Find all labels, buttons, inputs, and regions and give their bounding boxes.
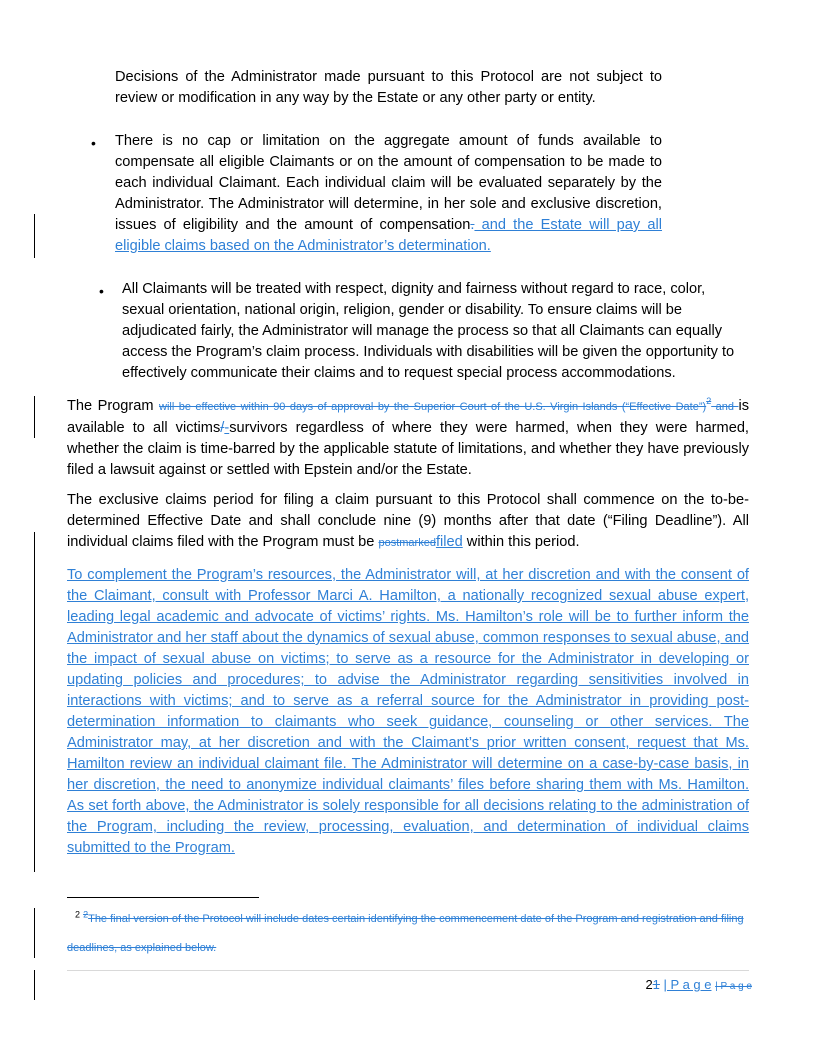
bullet-item-1 — [115, 131, 662, 257]
claims-deleted: postmarked — [378, 537, 436, 549]
page-label-deleted: | P a g e — [715, 981, 752, 992]
hamilton-text: To complement the Program’s resources, the Administrator will, at her discretion and with the consent of the Claimant, consult with Professor Marci A. Hamilton, a nationally recognized sexual abuse expert, leading legal academic and advocate of victims’ rights. Ms. Hamilton’s role will be to further inform the Administrator and her staff about the dynamics of sexual abuse, common responses to sexual abuse, and the impact of sexual abuse on victims; to serve as a resource for the Administrator in developing or updating policies and procedures; to advise the Administrator regarding sensitivities involved in interactions with victims; and to serve as a referral source for the Administrator in providing post-determination information to claimants who seek guidance, counseling or other services. The Administrator may, at her discretion and with the Claimant’s prior written consent, request that Ms. Hamilton review an individual claimant file. The Administrator will determine on a case-by-case basis, in her discretion, the need to anonymize individual claimants’ files before sharing them with Ms. Hamilton. As set forth above, the Administrator is solely responsible for all decisions relating to the administration of the Program, including the review, processing, evaluation, and determination of individual claims submitted to the Program. — [67, 567, 749, 856]
bullet1-text: There is no cap or limitation on the aggregate amount of funds available to compensate all eligible Claimants or on the amount of compensation to be made to each individual Claimant. Each individual claim will be evaluated separately by the Administrator. The Administrator will determine, in her sole and exclusive discretion, issues of eligibility and the amount of compensation — [115, 133, 662, 233]
decisions-text: Decisions of the Administrator made pursuant to this Protocol are not subject to review or modification in any way by the Estate or any other party or entity. — [115, 69, 662, 106]
footnote-number: 2 — [75, 909, 81, 920]
bullet-dot-1: • — [91, 135, 96, 151]
program-mid: is available to all victims — [67, 398, 749, 436]
change-bar-3 — [34, 532, 35, 872]
program-deleted-1: will be effective within 90 days of approval by the Superior Court of the U.S. Virgin Islands (“Effective Date”) — [159, 401, 707, 413]
claims-inserted: filed — [435, 534, 463, 550]
bullet-item-2 — [122, 279, 750, 384]
footnote-deleted-text: The final version of the Protocol will include dates certain identifying the commencement date of the Program and registration and filing deadlines, as explained below. — [67, 913, 744, 954]
program-deleted-3: / — [220, 420, 225, 436]
claims-start: The exclusive claims period for filing a claim pursuant to this Protocol shall commence on the to-be-determined Effective Date and shall conclude nine (9) months after that date (“Filing Deadline”). All individual claims filed with the Program must be — [67, 492, 749, 550]
program-rest: survivors regardless of where they were harmed, when they were harmed, whether the claim is time-barred by the applicable statute of limitations, and whether they have previously filed a lawsuit against or settled with Epstein and/or the Estate. — [67, 420, 749, 478]
footnote-ref[interactable]: 2 — [706, 396, 712, 407]
page-number-inserted: 2 — [645, 977, 653, 992]
page-label-inserted: | P a g e — [663, 977, 712, 992]
bullet1-inserted: and the Estate will pay all eligible claims based on the Administrator’s determination. — [115, 217, 663, 254]
program-inserted-1: - — [224, 420, 230, 436]
change-bar-2 — [34, 396, 35, 438]
para-decisions — [115, 67, 662, 109]
page-number-deleted: 1 — [652, 977, 660, 992]
bullet-dot-2: • — [99, 283, 104, 299]
change-bar-4 — [34, 908, 35, 958]
program-deleted-2: and — [711, 401, 739, 413]
para-program — [67, 396, 749, 481]
footnote-separator — [67, 897, 259, 898]
change-bar-1 — [34, 214, 35, 258]
bullet2-text: All Claimants will be treated with respect, dignity and fairness without regard to race, color, sexual orientation, national origin, religion, gender or disability. To ensure claims will be adjudicated fairly, the Administrator will manage the process so that all Claimants can equally access the Program’s claim process. Individuals with disabilities will be given the opportunity to effectively communicate their claims and to request special process accommodations. — [122, 281, 735, 381]
footnote-deleted-number: 2 — [83, 909, 89, 920]
para-claims — [67, 490, 749, 554]
bullet1-deleted: . — [470, 217, 475, 233]
footnote — [67, 905, 749, 963]
para-hamilton — [67, 565, 749, 859]
footer-rule — [67, 970, 749, 971]
change-bar-5 — [34, 970, 35, 1000]
program-start: The Program — [67, 398, 159, 414]
page-number — [600, 974, 752, 997]
claims-end: within this period. — [462, 534, 580, 550]
